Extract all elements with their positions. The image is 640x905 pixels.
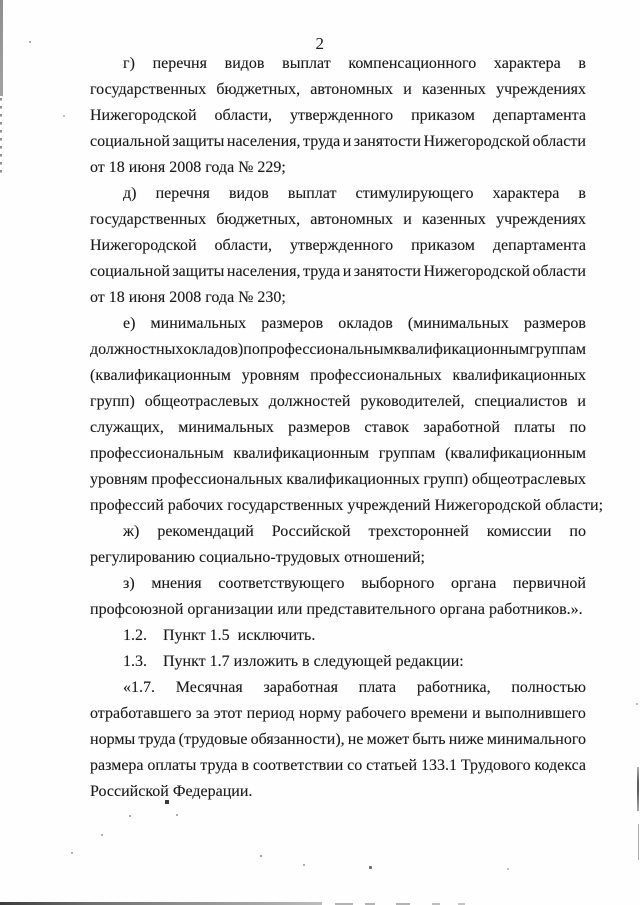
text-line — [90, 675, 586, 701]
text-line — [90, 467, 586, 493]
text-line — [90, 753, 586, 779]
word: департамента — [492, 237, 586, 254]
word: должностей — [268, 393, 351, 410]
word: нормы — [90, 731, 136, 748]
word: в — [241, 757, 249, 774]
word: учреждениях — [496, 211, 586, 228]
word: оплаты — [147, 757, 197, 774]
word: норму — [299, 705, 342, 722]
text-line — [90, 51, 586, 77]
scan-speck — [507, 868, 509, 870]
word: приказом — [411, 237, 475, 254]
word: служащих, — [90, 419, 164, 436]
scan-artifact-bottom-segment — [458, 903, 465, 905]
word: руководителей, — [360, 393, 465, 410]
word: полностью — [511, 679, 586, 696]
word: заработная — [263, 679, 338, 696]
word: населения, — [226, 133, 301, 150]
word: группам — [529, 341, 586, 358]
word: области, — [214, 237, 272, 254]
text-line: 1.3. Пункт 1.7 изложить в следующей редакции: — [123, 653, 464, 670]
word: бюджетных, — [216, 81, 301, 98]
scan-artifact-bottom-line — [0, 902, 322, 905]
scan-speck — [63, 115, 65, 117]
word: (квалификационным — [445, 445, 586, 462]
text-line: от 18 июня 2008 года № 229; — [90, 159, 286, 176]
word: не — [347, 731, 364, 748]
text-line: 1.2. Пункт 1.5 исключить. — [123, 627, 316, 644]
word: Нижегородской — [423, 133, 530, 150]
scan-speck — [369, 866, 372, 869]
word: комиссии — [486, 523, 552, 540]
scan-artifact-left-strip — [0, 0, 3, 96]
word: области — [532, 263, 586, 280]
text-line — [90, 233, 586, 259]
text-line — [90, 441, 586, 467]
scan-artifact-bottom-segment — [335, 903, 353, 905]
word: выплат — [282, 55, 331, 72]
word: (минимальных — [407, 315, 509, 332]
word: профессиональным — [259, 341, 394, 358]
word: органа — [451, 575, 497, 592]
word: отработавшего — [90, 705, 192, 722]
word: Месячная — [175, 679, 243, 696]
text-line — [90, 259, 586, 285]
scan-artifact-left-dashes — [0, 98, 2, 176]
word: размеров — [288, 419, 351, 436]
text-line: профсоюзной организации или представительного органа работников.». — [90, 601, 583, 618]
word: видов — [229, 185, 269, 202]
word: выплат — [287, 185, 337, 202]
word: казенных — [421, 81, 486, 98]
page-number: 2 — [315, 34, 325, 53]
word: видов — [224, 55, 265, 72]
word: утвержденного — [289, 237, 394, 254]
word: труда — [200, 757, 238, 774]
scan-speck — [260, 855, 262, 857]
text-line: от 18 июня 2008 года № 230; — [90, 289, 286, 306]
word: квалификационных — [452, 367, 586, 384]
text-line: Российской Федерации. — [90, 783, 253, 800]
word: размера — [90, 757, 144, 774]
text-line — [90, 571, 586, 597]
word: соответствии — [252, 757, 344, 774]
text-line: профессий рабочих государственных учреждений Нижегородской области; — [90, 497, 604, 514]
word: по — [243, 341, 260, 358]
word: перечня — [155, 185, 210, 202]
word: работника, — [416, 679, 491, 696]
word: в — [578, 55, 586, 72]
word: занятости — [353, 263, 421, 280]
word: д) — [123, 185, 137, 202]
word: квалификационным — [393, 341, 530, 358]
word: е) — [123, 315, 136, 332]
text-line — [90, 181, 586, 207]
text-line — [90, 727, 586, 753]
text-line — [90, 415, 586, 441]
word: Российской — [271, 523, 351, 540]
word: быть — [412, 731, 446, 748]
word: казенных — [421, 211, 486, 228]
word: уровням — [90, 471, 148, 488]
word: и — [577, 393, 586, 410]
scan-speck — [101, 834, 103, 836]
text-line — [90, 519, 586, 545]
word: специалистов — [474, 393, 568, 410]
scan-artifact-right-line — [638, 824, 639, 860]
scan-speck — [165, 800, 169, 804]
word: 133.1 — [420, 757, 457, 774]
text-line — [90, 389, 586, 415]
scan-artifact-bottom-segment — [432, 903, 440, 905]
word: соответствующего — [218, 575, 345, 592]
word: кодекса — [534, 757, 586, 774]
word: области, — [214, 107, 272, 124]
word: выборного — [361, 575, 435, 592]
word: этот — [213, 705, 243, 722]
text-line — [90, 311, 586, 337]
text-line: регулированию социально-трудовых отношений; — [90, 549, 425, 566]
word: за — [195, 705, 210, 722]
word: и — [342, 263, 352, 280]
word: утвержденного — [289, 107, 394, 124]
word: и — [403, 211, 412, 228]
scan-speck — [71, 852, 73, 854]
word: со — [347, 757, 363, 774]
word: департамента — [492, 107, 586, 124]
word: трехсторонней — [368, 523, 469, 540]
scan-speck — [303, 864, 305, 866]
text-line — [90, 363, 586, 389]
word: труда — [303, 263, 341, 280]
word: защиты — [172, 133, 225, 150]
word: мнения — [151, 575, 202, 592]
word: ставок — [364, 419, 410, 436]
word: труда — [303, 133, 341, 150]
word: по — [569, 523, 586, 540]
word: Нижегородской — [90, 107, 197, 124]
word: выполнившего — [485, 705, 586, 722]
text-line — [90, 337, 586, 363]
word: «1.7. — [123, 679, 155, 696]
scan-speck — [29, 41, 31, 43]
word: населения, — [226, 263, 301, 280]
word: государственных — [90, 211, 207, 228]
word: занятости — [353, 133, 421, 150]
word: г) — [123, 55, 135, 72]
word: обязанности), — [250, 731, 345, 748]
word: профессиональных — [310, 367, 442, 384]
word: области — [532, 133, 586, 150]
word: ниже — [448, 731, 484, 748]
word: уровням — [241, 367, 300, 384]
word: автономных — [310, 81, 393, 98]
word: минимальных — [178, 419, 274, 436]
word: должностных — [90, 341, 184, 358]
word: и — [342, 133, 352, 150]
word: Нижегородской — [90, 237, 197, 254]
word: статьей — [366, 757, 418, 774]
word: квалификационных — [286, 471, 420, 488]
scan-speck — [129, 815, 131, 817]
text-block — [90, 51, 604, 805]
text-line — [90, 701, 586, 727]
word: размеров — [523, 315, 586, 332]
word: защиты — [172, 263, 225, 280]
word: профессиональным — [90, 445, 224, 462]
word: компенсационного — [348, 55, 477, 72]
word: заработной — [423, 419, 500, 436]
text-line — [90, 77, 586, 103]
word: размеров — [261, 315, 324, 332]
word: может — [366, 731, 410, 748]
word: (трудовые — [178, 731, 248, 748]
word: перечня — [152, 55, 207, 72]
word: ж) — [123, 523, 140, 540]
word: групп) — [90, 393, 135, 410]
word: стимулирующего — [355, 185, 474, 202]
word: государственных — [90, 81, 207, 98]
word: автономных — [310, 211, 393, 228]
scan-speck — [176, 814, 178, 816]
word: профессиональных — [151, 471, 283, 488]
word: социальной — [90, 263, 170, 280]
word: приказом — [411, 107, 475, 124]
word: групп) — [423, 471, 469, 488]
word: рекомендаций — [157, 523, 254, 540]
word: з) — [123, 575, 135, 592]
word: Трудового — [460, 757, 531, 774]
text-line — [90, 103, 586, 129]
word: минимальных — [150, 315, 247, 332]
scan-artifact-bottom-segment — [396, 903, 410, 905]
word: минимального — [486, 731, 586, 748]
word: бюджетных, — [216, 211, 301, 228]
word: общеотраслевых — [144, 393, 259, 410]
text-line — [90, 129, 586, 155]
word: характера — [493, 55, 561, 72]
word: плата — [358, 679, 397, 696]
word: времени — [410, 705, 468, 722]
word: общеотраслевых — [471, 471, 586, 488]
word: социальной — [90, 133, 170, 150]
scan-artifact-bottom-segment — [365, 903, 375, 905]
word: период — [246, 705, 295, 722]
word: и — [403, 81, 412, 98]
word: платы — [514, 419, 556, 436]
text-line — [90, 207, 586, 233]
word: окладов) — [183, 341, 244, 358]
word: характера — [492, 185, 560, 202]
word: в — [578, 185, 586, 202]
scan-speck — [636, 703, 638, 705]
word: (квалификационным — [90, 367, 231, 384]
word: группам — [378, 445, 436, 462]
word: первичной — [513, 575, 586, 592]
word: и — [471, 705, 481, 722]
word: квалификационным — [233, 445, 369, 462]
word: рабочего — [345, 705, 407, 722]
word: Нижегородской — [423, 263, 530, 280]
word: по — [569, 419, 586, 436]
word: учреждениях — [496, 81, 586, 98]
word: окладов — [338, 315, 393, 332]
word: труда — [138, 731, 176, 748]
scan-artifact-right-line — [637, 767, 639, 811]
